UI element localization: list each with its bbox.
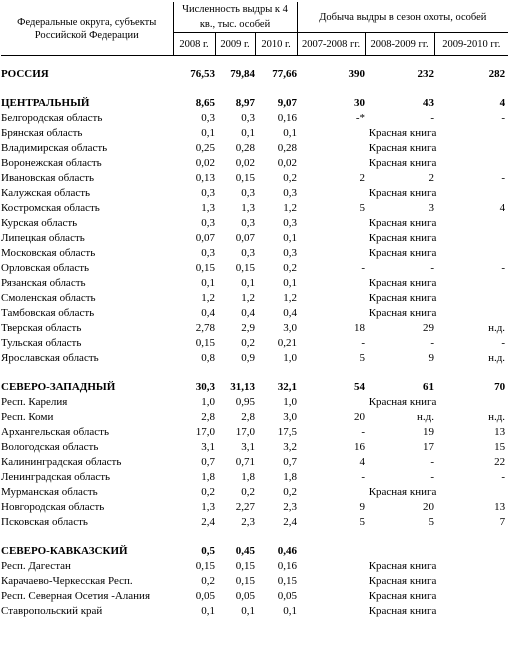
district-total-row [1,380,508,395]
harvest-value: 5 [428,516,435,528]
region-row [1,425,508,440]
red-book-note: Красная книга [368,142,437,154]
population-value: 30,3 [195,381,215,393]
population-value: 0,2 [283,486,298,498]
harvest-value: н.д. [417,411,435,423]
population-value: 0,1 [283,232,298,244]
population-value: 0,1 [283,127,298,139]
harvest-value: н.д. [488,411,506,423]
population-value: 0,4 [241,307,255,319]
population-value: 0,16 [277,560,298,572]
population-value: 9,07 [277,97,298,109]
population-value: 0,1 [241,277,255,289]
population-value: 0,05 [195,590,215,602]
harvest-value: 7 [499,516,506,528]
harvest-value: - [361,471,366,483]
spacer-cell [1,56,508,68]
harvest-value: 13 [494,426,506,438]
season-header: 2008-2009 гг. [365,33,434,56]
region-name: Калужская область [1,187,91,199]
harvest-value: 30 [354,97,366,109]
population-value: 0,15 [195,560,215,572]
spacer-row [1,56,508,68]
population-value: 1,0 [201,396,215,408]
population-value: 0,3 [241,247,255,259]
harvest-value: - [361,426,366,438]
population-value: 1,8 [241,471,255,483]
red-book-note: Красная книга [368,590,437,602]
population-value: 0,15 [235,575,255,587]
red-book-note: Красная книга [368,560,437,572]
population-value: 0,1 [201,605,215,617]
population-value: 3,0 [283,411,298,423]
harvest-value: - [430,456,435,468]
otter-table [1,2,508,619]
region-name: Тамбовская область [1,307,95,319]
district-total-row [1,96,508,111]
population-value: 77,66 [272,68,298,80]
population-value: 0,71 [235,456,255,468]
population-value: 0,7 [283,456,298,468]
region-name: Ставропольский край [1,605,103,617]
region-row [1,485,508,500]
region-name: Воронежская область [1,157,102,169]
population-value: 0,3 [241,187,255,199]
region-name: Псковская область [1,516,88,528]
red-book-note: Красная книга [368,217,437,229]
region-row [1,156,508,171]
region-row [1,111,508,126]
region-column-header: Федеральные округа, субъекты Российской Федерации [17,16,157,41]
harvest-value: 61 [423,381,435,393]
region-name: Владимирская область [1,142,108,154]
population-value: 2,27 [235,501,255,513]
region-row [1,276,508,291]
season-header: 2007-2008 гг. [297,33,365,56]
region-row [1,321,508,336]
population-value: 3,2 [283,441,298,453]
region-name: Мурманская область [1,486,98,498]
region-name: Орловская область [1,262,90,274]
region-row [1,201,508,216]
harvest-value: 20 [423,501,435,513]
population-value: 32,1 [277,381,298,393]
harvest-value: 17 [423,441,435,453]
population-value: 0,3 [283,247,298,259]
red-book-note: Красная книга [368,486,437,498]
region-row [1,126,508,141]
season-header: 2009-2010 гг. [434,33,508,56]
harvest-value: - [361,337,366,349]
region-name: Ленинградская область [1,471,111,483]
harvest-value [365,544,434,559]
population-value: 0,15 [195,337,215,349]
region-name: Новгородская область [1,501,105,513]
region-name: Белгородская область [1,112,103,124]
region-name: Калининградская область [1,456,122,468]
population-value: 0,15 [235,560,255,572]
population-value: 0,15 [235,262,255,274]
region-name: Ярославская область [1,352,99,364]
harvest-value: 9 [428,352,435,364]
region-name: Рязанская область [1,277,86,289]
population-value: 0,05 [235,590,255,602]
region-row [1,351,508,366]
spacer-cell [1,366,508,380]
harvest-value: н.д. [488,352,506,364]
population-value: 1,8 [283,471,298,483]
harvest-value: 4 [359,456,366,468]
district-total-row [1,544,508,559]
region-name: Респ. Дагестан [1,560,71,572]
harvest-value: 5 [359,352,366,364]
harvest-value: 2 [359,172,366,184]
spacer-cell [1,530,508,544]
region-name: Ивановская область [1,172,95,184]
population-value: 2,9 [241,322,255,334]
harvest-value: - [430,337,435,349]
year-header: 2010 г. [255,33,297,56]
region-row [1,395,508,410]
harvest-value [297,544,365,559]
population-value: 17,5 [277,426,298,438]
population-value: 1,3 [201,501,215,513]
population-value: 2,3 [241,516,255,528]
harvest-value: 15 [494,441,506,453]
population-value: 0,5 [201,545,215,557]
harvest-value: 5 [359,202,366,214]
region-row [1,141,508,156]
harvest-value: - [501,337,506,349]
region-row [1,336,508,351]
population-value: 0,3 [283,217,298,229]
population-value: 0,15 [195,262,215,274]
population-value: 1,8 [201,471,215,483]
harvest-value: 43 [423,97,435,109]
population-value: 0,3 [283,187,298,199]
population-value: 0,7 [201,456,215,468]
population-value: 0,15 [277,575,298,587]
harvest-value: н.д. [488,322,506,334]
population-value: 0,3 [201,112,215,124]
harvest-value: - [501,112,506,124]
population-value: 0,2 [283,172,298,184]
population-value: 3,1 [241,441,255,453]
red-book-note: Красная книга [368,605,437,617]
region-row [1,589,508,604]
population-value: 1,2 [241,292,255,304]
region-name: Тверская область [1,322,82,334]
population-group-header: Численность выдры к 4 кв., тыс. особей [173,2,297,33]
region-row [1,291,508,306]
population-value: 3,1 [201,441,215,453]
population-value: 2,4 [283,516,298,528]
population-value: 0,1 [241,127,255,139]
region-row [1,261,508,276]
red-book-note: Красная книга [368,157,437,169]
population-value: 0,1 [201,127,215,139]
population-value: 0,13 [195,172,215,184]
region-row [1,515,508,530]
red-book-note: Красная книга [368,307,437,319]
population-value: 0,2 [241,486,255,498]
table-body [1,56,508,620]
harvest-value: 3 [428,202,435,214]
harvest-group-header: Добыча выдры в сезон охоты, особей [297,2,508,33]
spacer-row [1,366,508,380]
region-name: Московская область [1,247,96,259]
population-value: 8,97 [235,97,255,109]
population-value: 0,28 [277,142,298,154]
district-name: РОССИЯ [1,68,49,80]
harvest-value: 9 [359,501,366,513]
population-value: 76,53 [190,68,215,80]
spacer-row [1,530,508,544]
district-name: ЦЕНТРАЛЬНЫЙ [1,97,90,109]
region-row [1,410,508,425]
region-row [1,216,508,231]
population-value: 0,28 [235,142,255,154]
population-value: 0,07 [235,232,255,244]
population-value: 3,0 [283,322,298,334]
harvest-value: - [430,112,435,124]
population-value: 0,2 [201,575,215,587]
population-value: 0,2 [241,337,255,349]
region-row [1,574,508,589]
harvest-value: 2 [428,172,435,184]
region-row [1,604,508,619]
population-value: 31,13 [230,381,255,393]
harvest-value: 4 [499,97,506,109]
population-value: 0,1 [283,605,298,617]
red-book-note: Красная книга [368,396,437,408]
region-name: Липецкая область [1,232,85,244]
population-value: 2,8 [241,411,255,423]
harvest-value [434,544,508,559]
harvest-value: 22 [494,456,506,468]
population-value: 1,0 [283,396,298,408]
population-value: 0,02 [195,157,215,169]
region-name: Респ. Северная Осетия -Алания [1,590,150,602]
population-value: 1,2 [201,292,215,304]
population-value: 1,2 [283,292,298,304]
district-name: СЕВЕРО-КАВКАЗСКИЙ [1,545,128,557]
region-row [1,231,508,246]
region-name: Респ. Карелия [1,396,68,408]
population-value: 2,78 [195,322,215,334]
population-value: 1,3 [241,202,255,214]
region-name: Вологодская область [1,441,99,453]
harvest-value: 29 [423,322,435,334]
harvest-value: 13 [494,501,506,513]
population-value: 0,1 [201,277,215,289]
year-header: 2009 г. [215,33,255,56]
region-name: Тульская область [1,337,82,349]
population-value: 0,2 [283,262,298,274]
population-value: 0,8 [201,352,215,364]
harvest-value: - [501,471,506,483]
population-value: 0,45 [235,545,255,557]
harvest-value: - [361,262,366,274]
population-value: 0,02 [277,157,298,169]
harvest-value: - [501,262,506,274]
population-value: 0,46 [277,545,298,557]
population-value: 0,15 [235,172,255,184]
region-name: Курская область [1,217,78,229]
red-book-note: Красная книга [368,292,437,304]
harvest-value: -* [355,112,366,124]
region-row [1,455,508,470]
region-row [1,559,508,574]
population-value: 1,3 [201,202,215,214]
population-value: 0,21 [277,337,298,349]
population-value: 2,3 [283,501,298,513]
population-value: 2,4 [201,516,215,528]
population-value: 79,84 [230,68,255,80]
population-value: 0,9 [241,352,255,364]
population-value: 0,95 [235,396,255,408]
population-value: 0,4 [201,307,215,319]
population-value: 0,4 [283,307,298,319]
region-row [1,246,508,261]
red-book-note: Красная книга [368,232,437,244]
harvest-value: 232 [417,68,435,80]
district-name: СЕВЕРО-ЗАПАДНЫЙ [1,381,116,393]
region-name: Респ. Коми [1,411,54,423]
region-name: Брянская область [1,127,83,139]
year-header: 2008 г. [173,33,215,56]
region-name: Смоленская область [1,292,96,304]
population-value: 0,3 [201,217,215,229]
population-value: 1,0 [283,352,298,364]
harvest-value: 20 [354,411,366,423]
harvest-value: 5 [359,516,366,528]
harvest-value: 16 [354,441,366,453]
district-total-row [1,67,508,82]
region-name: Архангельская область [1,426,109,438]
population-value: 0,3 [201,247,215,259]
harvest-value: 4 [499,202,506,214]
population-value: 0,1 [241,605,255,617]
population-value: 0,07 [195,232,215,244]
spacer-cell [1,82,508,96]
red-book-note: Красная книга [368,127,437,139]
spacer-row [1,82,508,96]
harvest-value: 70 [494,381,506,393]
harvest-value: - [430,471,435,483]
population-value: 17,0 [195,426,215,438]
harvest-value: 18 [354,322,366,334]
population-value: 0,02 [235,157,255,169]
red-book-note: Красная книга [368,575,437,587]
harvest-value: 282 [488,68,506,80]
region-name: Костромская область [1,202,100,214]
region-row [1,186,508,201]
harvest-value: - [430,262,435,274]
population-value: 1,2 [283,202,298,214]
region-name: Карачаево-Черкесская Респ. [1,575,133,587]
population-value: 0,2 [201,486,215,498]
red-book-note: Красная книга [368,247,437,259]
population-value: 0,3 [241,112,255,124]
harvest-value: 54 [354,381,366,393]
harvest-value: 19 [423,426,435,438]
population-value: 17,0 [235,426,255,438]
population-value: 0,25 [195,142,215,154]
region-row [1,470,508,485]
population-value: 0,16 [277,112,298,124]
population-value: 0,1 [283,277,298,289]
region-row [1,306,508,321]
population-value: 2,8 [201,411,215,423]
red-book-note: Красная книга [368,187,437,199]
population-value: 0,3 [241,217,255,229]
region-row [1,440,508,455]
population-value: 0,05 [277,590,298,602]
harvest-value: 390 [348,68,366,80]
red-book-note: Красная книга [368,277,437,289]
region-row [1,500,508,515]
harvest-value: - [501,172,506,184]
region-row [1,171,508,186]
population-value: 0,3 [201,187,215,199]
population-value: 8,65 [195,97,215,109]
